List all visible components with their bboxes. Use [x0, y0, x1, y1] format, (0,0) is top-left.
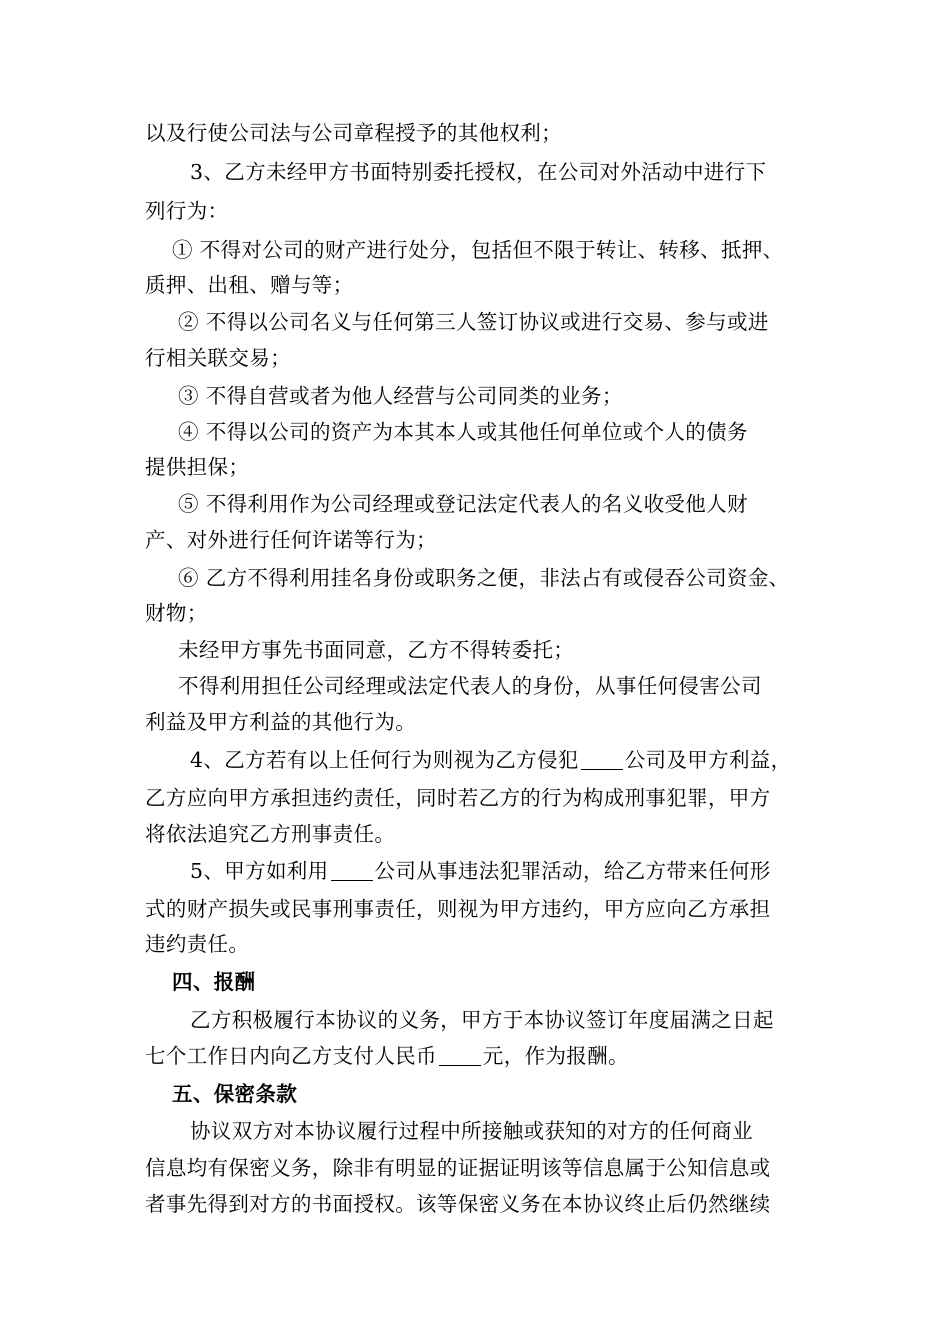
clause-5-text-before: 5、甲方如利用: [190, 859, 329, 883]
section-5-line-1: 协议双方对本协议履行过程中所接触或获知的对方的任何商业: [190, 1119, 753, 1143]
text-line: 以及行使公司法与公司章程授予的其他权利；: [145, 121, 562, 145]
clause-5-line-3: 违约责任。: [145, 932, 250, 956]
section-heading-5: 五、保密条款: [172, 1082, 298, 1106]
section-4-line-2: [145, 1038, 629, 1074]
clause-5-line-1: [190, 853, 771, 889]
section-4-text-after: 元，作为报酬。: [482, 1044, 629, 1068]
clause-3-line-1: 3、乙方未经甲方书面特别委托授权，在公司对外活动中进行下: [190, 160, 767, 184]
item-4-line-1: ④ 不得以公司的资产为本其本人或其他任何单位或个人的债务: [178, 420, 748, 444]
item-6-line-2: 财物；: [145, 601, 208, 625]
item-5-line-1: ⑤ 不得利用作为公司经理或登记法定代表人的名义收受他人财: [178, 492, 748, 516]
paragraph-line: 利益及甲方利益的其他行为。: [145, 710, 417, 734]
clause-4-line-2: 乙方应向甲方承担违约责任，同时若乙方的行为构成刑事犯罪，甲方: [145, 786, 771, 810]
item-4-line-2: 提供担保；: [145, 455, 250, 479]
section-4-text-before: 七个工作日内向乙方支付人民币: [145, 1044, 437, 1068]
paragraph-line: 未经甲方事先书面同意，乙方不得转委托；: [178, 638, 575, 662]
blank-underline: [439, 1043, 481, 1066]
clause-4-text-after: 公司及甲方利益，: [624, 748, 792, 772]
section-4-line-1: 乙方积极履行本协议的义务，甲方于本协议签订年度届满之日起: [190, 1008, 774, 1032]
item-1-line-1: ① 不得对公司的财产进行处分，包括但不限于转让、转移、抵押、: [172, 238, 784, 262]
blank-underline: [581, 747, 623, 770]
section-5-line-2: 信息均有保密义务，除非有明显的证据证明该等信息属于公知信息或: [145, 1156, 771, 1180]
item-1-line-2: 质押、出租、赠与等；: [145, 273, 354, 297]
clause-4-line-3: 将依法追究乙方刑事责任。: [145, 822, 396, 846]
clause-4-text-before: 4、乙方若有以上任何行为则视为乙方侵犯: [190, 748, 579, 772]
clause-5-line-2: 式的财产损失或民事刑事责任，则视为甲方违约，甲方应向乙方承担: [145, 897, 771, 921]
clause-5-text-after: 公司从事违法犯罪活动，给乙方带来任何形: [374, 859, 771, 883]
clause-4-line-1: [190, 742, 792, 778]
item-2-line-2: 行相关联交易；: [145, 346, 291, 370]
clause-3-line-2: 列行为：: [145, 199, 229, 223]
blank-underline: [331, 858, 373, 881]
item-2-line-1: ② 不得以公司名义与任何第三人签订协议或进行交易、参与或进: [178, 310, 769, 334]
section-heading-4: 四、报酬: [172, 970, 256, 994]
item-6-line-1: ⑥ 乙方不得利用挂名身份或职务之便，非法占有或侵吞公司资金、: [178, 566, 790, 590]
item-5-line-2: 产、对外进行任何许诺等行为；: [145, 528, 437, 552]
section-5-line-3: 者事先得到对方的书面授权。该等保密义务在本协议终止后仍然继续: [145, 1192, 771, 1216]
item-3-line-1: ③ 不得自营或者为他人经营与公司同类的业务；: [178, 384, 623, 408]
paragraph-line: 不得利用担任公司经理或法定代表人的身份，从事任何侵害公司: [178, 674, 762, 698]
